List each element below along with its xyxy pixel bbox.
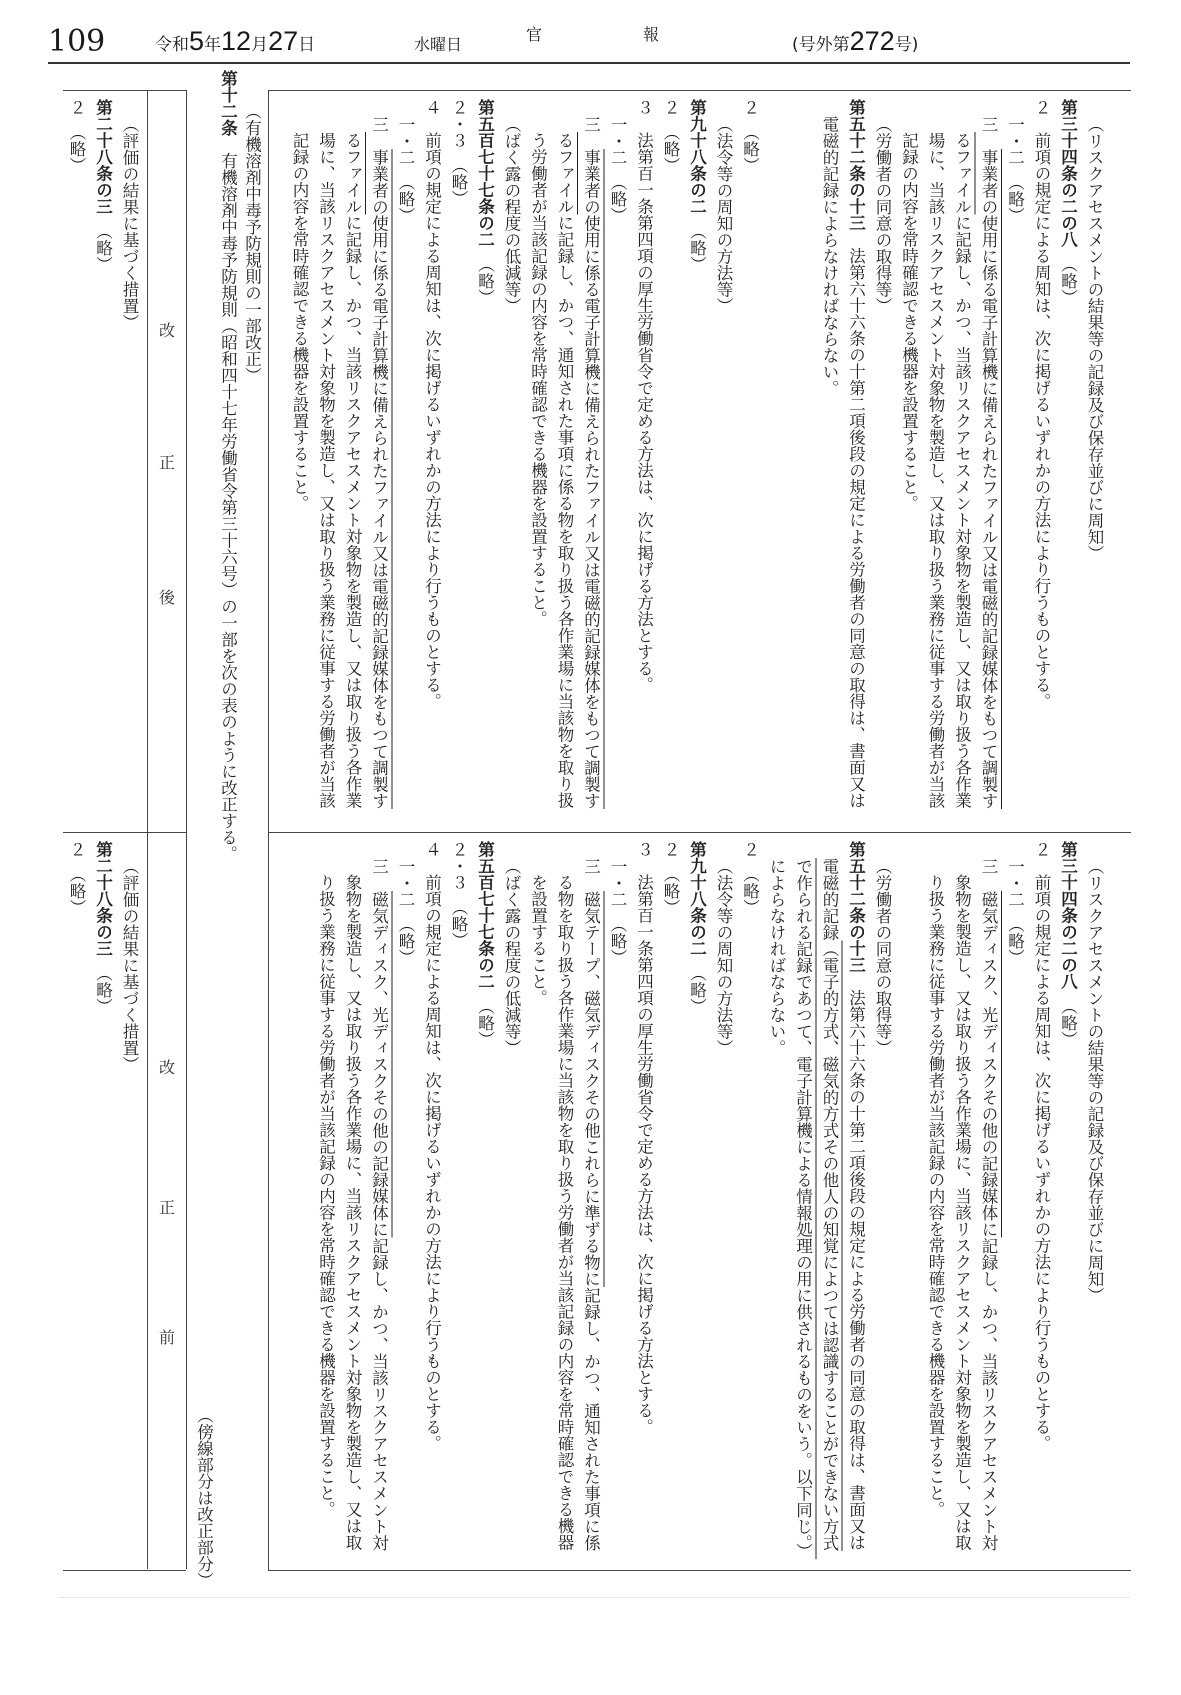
text-line-cont2 <box>339 841 366 1566</box>
text-line-item <box>975 841 1002 1566</box>
amended-text: で作られる記録であつて、電子計算機による情報処理の用に供されるものをいう。以下同じ。） <box>793 857 813 1559</box>
text-line-cont2 <box>948 99 975 829</box>
footer-rule <box>58 1597 1130 1598</box>
text-line-article <box>683 99 710 829</box>
text-segment: （リスクアセスメントの結果等の記録及び保存並びに周知） <box>1085 857 1104 1303</box>
date-month-unit: 月 <box>251 35 269 55</box>
text-segment: 場に、当該リスクアセスメント対象物を製造し、又は取り扱う業務に従事する労働者が当該 <box>926 132 945 809</box>
date-day-unit: 日 <box>298 35 316 55</box>
gazette-title-2: 報 <box>643 25 660 44</box>
text-line-heading <box>869 841 896 1566</box>
text-segment: （略） <box>475 247 495 306</box>
label-after-3: 後 <box>158 588 175 607</box>
text-segment: 記録の内容を常時確認できる機器を設置すること。 <box>290 132 309 512</box>
label-before-3: 前 <box>158 1328 175 1347</box>
text-line-article <box>842 99 869 829</box>
left-table-upper-text <box>63 99 143 829</box>
article-12 <box>214 70 241 870</box>
text-line-cont2 <box>524 99 551 829</box>
article-number: 第二十八条の三 <box>93 99 113 215</box>
text-segment: 法第六十六条の十第二項後段の規定による労働者の同意の取得は、書面又は <box>846 973 866 1551</box>
text-line-heading <box>869 99 896 829</box>
text-segment: ４ 前項の規定による周知は、次に掲げるいずれかの方法により行うものとする。 <box>422 99 442 710</box>
label-before-2: 正 <box>158 1198 175 1217</box>
date-month: 12 <box>221 26 252 56</box>
text-line-article <box>471 841 498 1566</box>
text-line-para <box>418 841 445 1566</box>
text-line-cont2 <box>551 99 578 829</box>
label-before-1: 改 <box>158 1058 175 1077</box>
text-line-cont1 <box>816 99 843 829</box>
text-line-heading <box>710 99 737 829</box>
right-table-lower <box>268 832 1131 1571</box>
text-segment: ３ 法第百一条第四項の厚生労働省令で定める方法は、次に掲げる方法とする。 <box>634 99 654 693</box>
text-segment: 一・二 （略） <box>396 115 415 223</box>
text-segment: 記録し、かつ、当該リスクアセスメント対 <box>979 1237 998 1551</box>
text-segment: 電磁的記録 <box>820 857 839 940</box>
text-segment: 一・二 （略） <box>396 857 415 965</box>
text-line-item <box>975 99 1002 829</box>
text-segment: り扱う業務に従事する労働者が当該記録の内容を常時確認できる機器を設置すること。 <box>316 874 336 1518</box>
amended-text: 事業者の使用に係る電子計算機に備えられたファイル又は電磁的記録媒体をもつて調製す <box>581 148 601 809</box>
text-line-para <box>630 99 657 829</box>
text-segment: 象物を製造し、又は取り扱う各作業場に、当該リスクアセスメント対象物を製造し、又は取 <box>343 874 362 1551</box>
text-segment: （労働者の同意の取得等） <box>873 857 892 1056</box>
left-table-lower-text <box>63 841 143 1566</box>
text-line-heading <box>1081 99 1108 829</box>
text-segment: ２ 前項の規定による周知は、次に掲げるいずれかの方法により行うものとする。 <box>1032 841 1051 1452</box>
text-line-para <box>445 841 472 1566</box>
text-segment: ２ （略） <box>740 841 760 916</box>
article-12-number: 第十二条 <box>218 70 238 136</box>
text-segment: ２ 前項の規定による周知は、次に掲げるいずれかの方法により行うものとする。 <box>1032 99 1051 710</box>
blank-line <box>895 841 922 1566</box>
amended-text: るファイル <box>952 132 972 215</box>
text-line-item <box>392 841 419 1566</box>
text-segment: を設置すること。 <box>528 874 548 1006</box>
right-table-lower-text <box>312 841 1107 1566</box>
text-line-cont2 <box>948 841 975 1566</box>
text-line-item <box>365 841 392 1566</box>
text-line-heading <box>710 841 737 1566</box>
text-segment: によらなければならない。 <box>767 857 786 1056</box>
text-segment: （法令等の周知の方法等） <box>714 115 733 314</box>
date-year: 5 <box>189 26 205 56</box>
text-segment: 記録し、かつ、当該リスクアセスメント対 <box>369 1237 389 1551</box>
article-12-heading-text: （有機溶剤中毒予防規則の一部改正） <box>242 102 262 383</box>
text-segment: 記録の内容を常時確認できる機器を設置すること。 <box>899 132 919 512</box>
text-segment: ２ （略） <box>740 99 760 174</box>
article-number: 第九十八条の二 <box>687 99 707 215</box>
text-segment: （略） <box>1058 989 1078 1048</box>
article-number: 第五百七十七条の二 <box>475 99 495 248</box>
text-line-para <box>630 841 657 1566</box>
text-line-para <box>1028 841 1055 1566</box>
article-number: 第九十八条の二 <box>687 841 707 957</box>
text-segment: （リスクアセスメントの結果等の記録及び保存並びに周知） <box>1085 115 1104 561</box>
middle-divider <box>186 90 187 1569</box>
text-line-cont2 <box>312 99 339 829</box>
revision-note <box>190 1390 217 1588</box>
text-segment: （略） <box>475 989 495 1048</box>
text-segment: （評価の結果に基づく措置） <box>120 115 139 330</box>
text-segment: り扱う業務に従事する労働者が当該記録の内容を常時確認できる機器を設置すること。 <box>926 874 945 1518</box>
issue-date <box>155 26 315 66</box>
amended-text: （電子的方式、磁気的方式その他人の知覚によつては認識することができない方式 <box>820 940 839 1551</box>
text-line-article <box>683 841 710 1566</box>
text-segment: （ばく露の程度の低減等） <box>502 857 521 1056</box>
text-segment: 電磁的記録によらなければならない。 <box>820 115 839 396</box>
label-divider <box>147 90 148 1569</box>
text-segment: （労働者の同意の取得等） <box>873 115 892 314</box>
text-line-item <box>392 99 419 829</box>
text-line-article <box>89 841 116 1566</box>
text-line-heading <box>498 99 525 829</box>
text-line-cont2 <box>312 841 339 1566</box>
text-segment: ２ （略） <box>67 99 86 174</box>
text-line-item <box>365 99 392 829</box>
text-segment: 象物を製造し、又は取り扱う各作業場に、当該リスクアセスメント対象物を製造し、又は取 <box>952 874 972 1551</box>
text-segment: ２ （略） <box>67 841 86 916</box>
text-line-item <box>1001 841 1028 1566</box>
text-segment: ２ （略） <box>661 841 680 916</box>
text-segment: （略） <box>687 956 707 1015</box>
amended-text: 磁気テープ、磁気ディスクその他これらに準ずる物に <box>581 890 601 1287</box>
text-line-article <box>1054 841 1081 1566</box>
issue-suffix: 号) <box>894 35 919 55</box>
text-line-cont1 <box>816 841 843 1566</box>
text-segment: 三 <box>581 115 601 149</box>
text-line-cont2 <box>551 841 578 1566</box>
label-after-1: 改 <box>158 321 175 340</box>
text-line-cont2 <box>922 99 949 829</box>
text-line-para <box>657 841 684 1566</box>
gazette-title-1: 官 <box>526 25 543 44</box>
date-day: 27 <box>268 26 299 56</box>
text-segment: う労働者が当該記録の内容を常時確認できる機器を設置すること。 <box>528 132 548 627</box>
text-segment: 三 <box>369 857 389 891</box>
article-12-heading <box>238 86 265 383</box>
text-line-heading <box>116 99 143 829</box>
text-line-cont2 <box>895 99 922 829</box>
text-segment: に記録し、かつ、当該リスクアセスメント対象物を製造し、又は取り扱う各作業 <box>952 214 972 809</box>
text-line-para <box>63 841 90 1566</box>
text-segment: （略） <box>687 214 707 273</box>
article-number: 第五百七十七条の二 <box>475 841 495 990</box>
text-segment: （評価の結果に基づく措置） <box>120 857 139 1072</box>
right-table-upper <box>268 90 1131 833</box>
text-segment: 三 <box>581 857 601 891</box>
article-number: 第三十四条の二の八 <box>1058 99 1078 248</box>
header-rule <box>48 62 1130 64</box>
text-segment: 一・二 （略） <box>1005 857 1025 965</box>
text-line-article <box>1054 99 1081 829</box>
text-line-para <box>1028 99 1055 829</box>
text-segment: 場に、当該リスクアセスメント対象物を製造し、又は取り扱う業務に従事する労働者が当該 <box>316 132 336 809</box>
text-line-item <box>1001 99 1028 829</box>
text-segment: ３ 法第百一条第四項の厚生労働省令で定める方法は、次に掲げる方法とする。 <box>634 841 654 1435</box>
text-segment: 一・二 （略） <box>608 857 627 965</box>
text-line-para <box>657 99 684 829</box>
text-line-item <box>604 841 631 1566</box>
text-segment: 三 <box>979 115 998 149</box>
date-era: 令和 <box>155 35 189 55</box>
text-segment: （略） <box>1058 247 1078 306</box>
issue-number <box>792 26 918 66</box>
article-number: 第三十四条の二の八 <box>1058 841 1078 990</box>
text-segment: ２・３ （略） <box>449 841 468 949</box>
text-line-cont2 <box>286 99 313 829</box>
amended-text: 事業者の使用に係る電子計算機に備えられたファイル又は電磁的記録媒体をもつて調製す <box>979 148 998 809</box>
text-segment: 記録し、かつ、通知された事項に係 <box>581 1286 601 1551</box>
revision-note-text: （傍線部分は改正部分） <box>194 1406 214 1588</box>
article-number: 第五十二条の十三 <box>846 99 866 231</box>
text-line-para <box>418 99 445 829</box>
text-line-heading <box>1081 841 1108 1566</box>
text-segment: に記録し、かつ、通知された事項に係る物を取り扱う各作業場に当該物を取り扱 <box>555 214 574 809</box>
weekday: 水曜日 <box>414 35 463 54</box>
text-line-article <box>89 99 116 829</box>
text-segment: ２ （略） <box>661 99 680 174</box>
text-line-para <box>63 99 90 829</box>
issue-prefix: (号外第 <box>792 35 850 55</box>
text-segment: 三 <box>979 857 998 891</box>
text-segment: （法令等の周知の方法等） <box>714 857 733 1056</box>
blank-line <box>789 99 816 829</box>
text-line-cont2 <box>339 99 366 829</box>
amended-text: 事業者の使用に係る電子計算機に備えられたファイル又は電磁的記録媒体をもつて調製す <box>369 148 389 809</box>
label-after-2: 正 <box>158 453 175 472</box>
date-year-unit: 年 <box>204 35 222 55</box>
text-line-cont2 <box>524 841 551 1566</box>
page-number: 109 <box>48 24 106 59</box>
text-segment: （ばく露の程度の低減等） <box>502 115 521 314</box>
text-line-cont1 <box>789 841 816 1566</box>
text-segment: 一・二 （略） <box>1005 115 1025 223</box>
issue-no: 272 <box>849 26 895 56</box>
text-segment: （略） <box>93 214 113 273</box>
text-segment: ４ 前項の規定による周知は、次に掲げるいずれかの方法により行うものとする。 <box>422 841 442 1452</box>
right-table-upper-text <box>286 99 1108 829</box>
text-line-heading <box>498 841 525 1566</box>
text-line-cont1 <box>763 841 790 1566</box>
text-line-heading <box>116 841 143 1566</box>
text-segment: 三 <box>369 115 389 149</box>
amended-text: るファイル <box>555 132 574 215</box>
text-segment: に記録し、かつ、当該リスクアセスメント対象物を製造し、又は取り扱う各作業 <box>343 214 362 809</box>
text-segment: る物を取り扱う各作業場に当該物を取り扱う労働者が当該記録の内容を常時確認できる機器 <box>555 874 574 1551</box>
text-segment: 法第六十六条の十第二項後段の規定による労働者の同意の取得は、書面又は <box>846 231 866 809</box>
text-segment: （略） <box>93 956 113 1015</box>
text-line-cont2 <box>922 841 949 1566</box>
text-line-article <box>471 99 498 829</box>
text-segment: 一・二 （略） <box>608 115 627 223</box>
article-12-text: 有機溶剤中毒予防規則（昭和四十七年労働省令第三十六号）の一部を次の表のように改正する。 <box>218 136 238 862</box>
article-number: 第五十二条の十三 <box>846 841 866 973</box>
text-line-para <box>736 841 763 1566</box>
text-line-item <box>604 99 631 829</box>
text-line-item <box>577 99 604 829</box>
text-line-para <box>445 99 472 829</box>
text-line-para <box>736 99 763 829</box>
text-segment: ２・３ （略） <box>449 99 468 207</box>
article-number: 第二十八条の三 <box>93 841 113 957</box>
amended-text: るファイル <box>343 132 362 215</box>
amended-text: 磁気ディスク、光ディスクその他の記録媒体に <box>979 890 998 1237</box>
blank-line <box>763 99 790 829</box>
text-line-item <box>577 841 604 1566</box>
amended-text: 磁気ディスク、光ディスクその他の記録媒体に <box>369 890 389 1237</box>
text-line-article <box>842 841 869 1566</box>
